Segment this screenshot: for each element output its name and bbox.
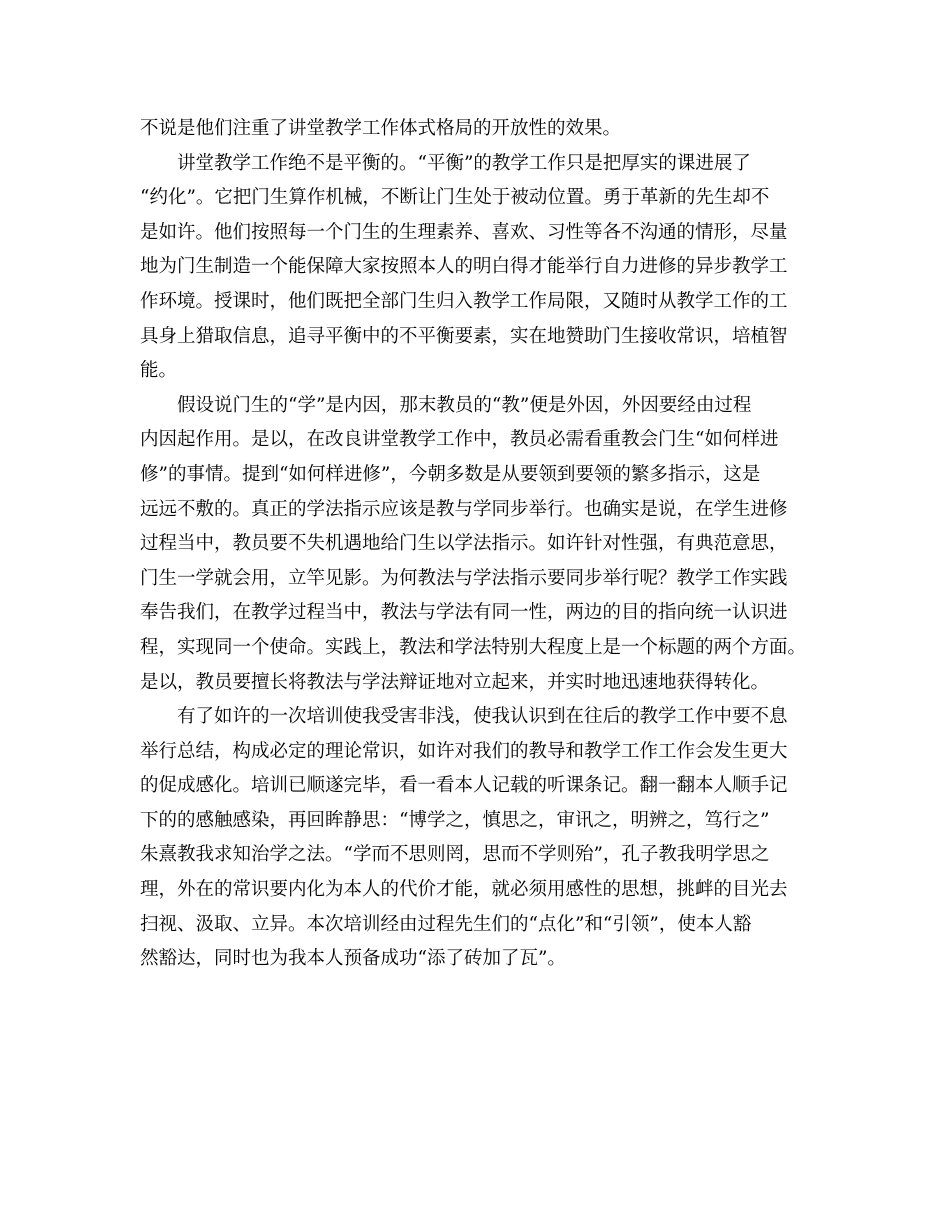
text-line: 过程当中，教员要不失机遇地给门生以学法指示。如许针对性强，有典范意思，	[140, 533, 788, 555]
text-line: 然豁达，同时也为我本人预备成功“添了砖加了瓦”。	[140, 948, 566, 970]
text-line: 不说是他们注重了讲堂教学工作体式格局的开放性的效果。	[140, 118, 622, 139]
paragraph	[140, 112, 820, 147]
text-line: 程，实现同一个使命。实践上，教法和学法特别大程度上是一个标题的两个方面。	[140, 636, 807, 658]
text-line: 朱熹教我求知治学之法。“学而不思则罔，思而不学则殆”，孔子教我明学思之	[140, 844, 770, 866]
text-line: 讲堂教学工作绝不是平衡的。“平衡”的教学工作只是把厚实的课进展了	[177, 152, 751, 174]
text-line: 门生一学就会用，立竿见影。为何教法与学法指示要同步举行呢？教学工作实践	[140, 567, 788, 589]
paragraph	[140, 389, 820, 700]
document-body	[140, 112, 820, 977]
text-line: 能。	[140, 360, 178, 382]
text-line: 理，外在的常识要内化为本人的代价才能，就必须用感性的思想，挑衅的目光去	[140, 879, 788, 901]
text-line: 是如许。他们按照每一个门生的生理素养、喜欢、习性等各不沟通的情形，尽量	[140, 221, 788, 243]
text-line: 地为门生制造一个能保障大家按照本人的明白得才能举行自力进修的异步教学工	[140, 256, 788, 278]
paragraph	[140, 700, 820, 977]
text-line: 修”的事情。提到“如何样进修”，今朝多数是从要领到要领的繁多指示，这是	[140, 463, 761, 485]
text-line: 内因起作用。是以，在改良讲堂教学工作中，教员必需看重教会门生“如何样进	[140, 429, 779, 451]
text-line: 有了如许的一次培训使我受害非浅，使我认识到在往后的教学工作中要不息	[177, 706, 788, 728]
paragraph	[140, 147, 820, 389]
text-line: “约化”。它把门生算作机械，不断让门生处于被动位置。勇于革新的先生却不	[140, 187, 770, 209]
text-line: 的促成感化。培训已顺遂完毕，看一看本人记载的听课条记。翻一翻本人顺手记	[140, 775, 788, 797]
text-line: 具身上猎取信息，追寻平衡中的不平衡要素，实在地赞助门生接收常识，培植智	[140, 325, 788, 347]
text-line: 扫视、汲取、立异。本次培训经由过程先生们的“点化”和“引领”，使本人豁	[140, 913, 752, 935]
text-line: 假设说门生的“学”是内因，那末教员的“教”便是外因，外因要经由过程	[177, 394, 752, 416]
text-line: 是以，教员要擅长将教法与学法辩证地对立起来，并实时地迅速地获得转化。	[140, 671, 770, 693]
text-line: 作环境。授课时，他们既把全部门生归入教学工作局限，又随时从教学工作的工	[140, 290, 788, 312]
text-line: 奉告我们，在教学过程当中，教法与学法有同一性，两边的目的指向统一认识进	[140, 602, 788, 624]
text-line: 举行总结，构成必定的理论常识，如许对我们的教导和教学工作工作会发生更大	[140, 740, 788, 762]
text-line: 下的的感触感染，再回眸静思：“博学之，慎思之，审讯之，明辨之，笃行之”	[140, 809, 770, 831]
text-line: 远远不敷的。真正的学法指示应该是教与学同步举行。也确实是说，在学生进修	[140, 498, 788, 520]
